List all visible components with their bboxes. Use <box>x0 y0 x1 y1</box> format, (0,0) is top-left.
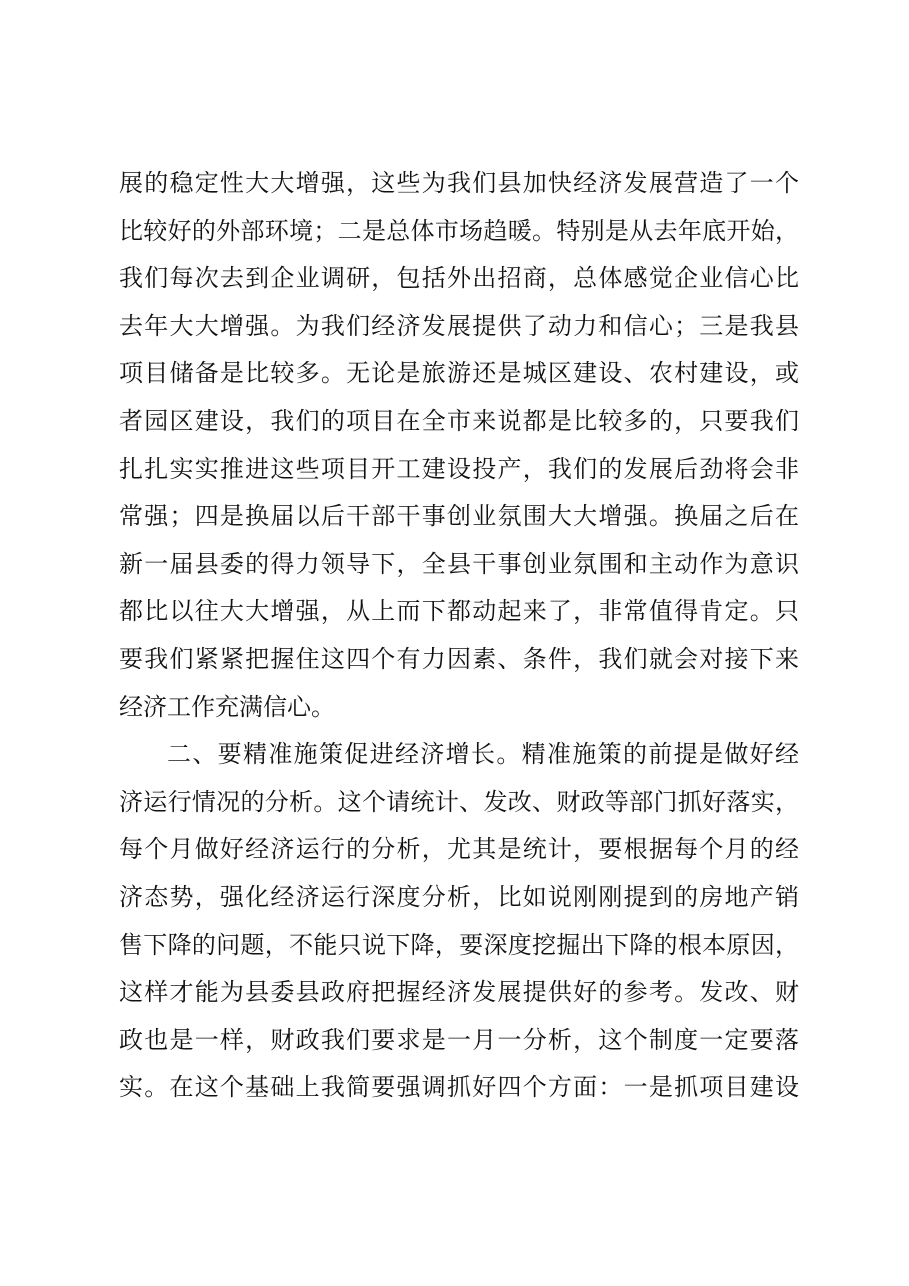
text-line: 我们每次去到企业调研，包括外出招商，总体感觉企业信心比 <box>119 264 799 293</box>
text-line: 展的稳定性大大增强，这些为我们县加快经济发展营造了一个 <box>119 169 799 197</box>
text-line: 济运行情况的分析。这个请统计、发改、财政等部门抓好落实， <box>119 787 799 816</box>
text-line: 售下降的问题，不能只说下降，要深度挖掘出下降的根本原因， <box>119 930 799 959</box>
text-line: 扎扎实实推进这些项目开工建设投产，我们的发展后劲将会非 <box>119 454 799 483</box>
text-line: 济态势，强化经济运行深度分析，比如说刚刚提到的房地产销 <box>119 882 799 911</box>
text-line: 要我们紧紧把握住这四个有力因素、条件，我们就会对接下来 <box>119 644 799 673</box>
text-line: 政也是一样，财政我们要求是一月一分析，这个制度一定要落 <box>119 1025 799 1054</box>
paragraph-1 <box>119 160 799 731</box>
text-line: 者园区建设，我们的项目在全市来说都是比较多的，只要我们 <box>119 406 799 435</box>
text-line: 这样才能为县委县政府把握经济发展提供好的参考。发改、财 <box>119 978 799 1007</box>
text-line: 实。在这个基础上我简要强调抓好四个方面：一是抓项目建设 <box>119 1073 799 1102</box>
text-line: 都比以往大大增强，从上而下都动起来了，非常值得肯定。只 <box>119 597 799 626</box>
text-line: 新一届县委的得力领导下，全县干事创业氛围和主动作为意识 <box>119 549 799 578</box>
text-line: 比较好的外部环境；二是总体市场趋暖。特别是从去年底开始， <box>119 216 799 245</box>
paragraph-2 <box>119 731 799 1112</box>
body-text <box>119 160 799 1112</box>
text-line: 常强；四是换届以后干部干事创业氛围大大增强。换届之后在 <box>119 502 799 531</box>
text-line: 去年大大增强。为我们经济发展提供了动力和信心；三是我县 <box>119 311 799 340</box>
text-line: 经济工作充满信心。 <box>119 692 335 721</box>
text-line: 每个月做好经济运行的分析，尤其是统计，要根据每个月的经 <box>119 835 799 864</box>
text-line: 二、要精准施策促进经济增长。精准施策的前提是做好经 <box>167 740 799 769</box>
text-line: 项目储备是比较多。无论是旅游还是城区建设、农村建设，或 <box>119 359 799 388</box>
